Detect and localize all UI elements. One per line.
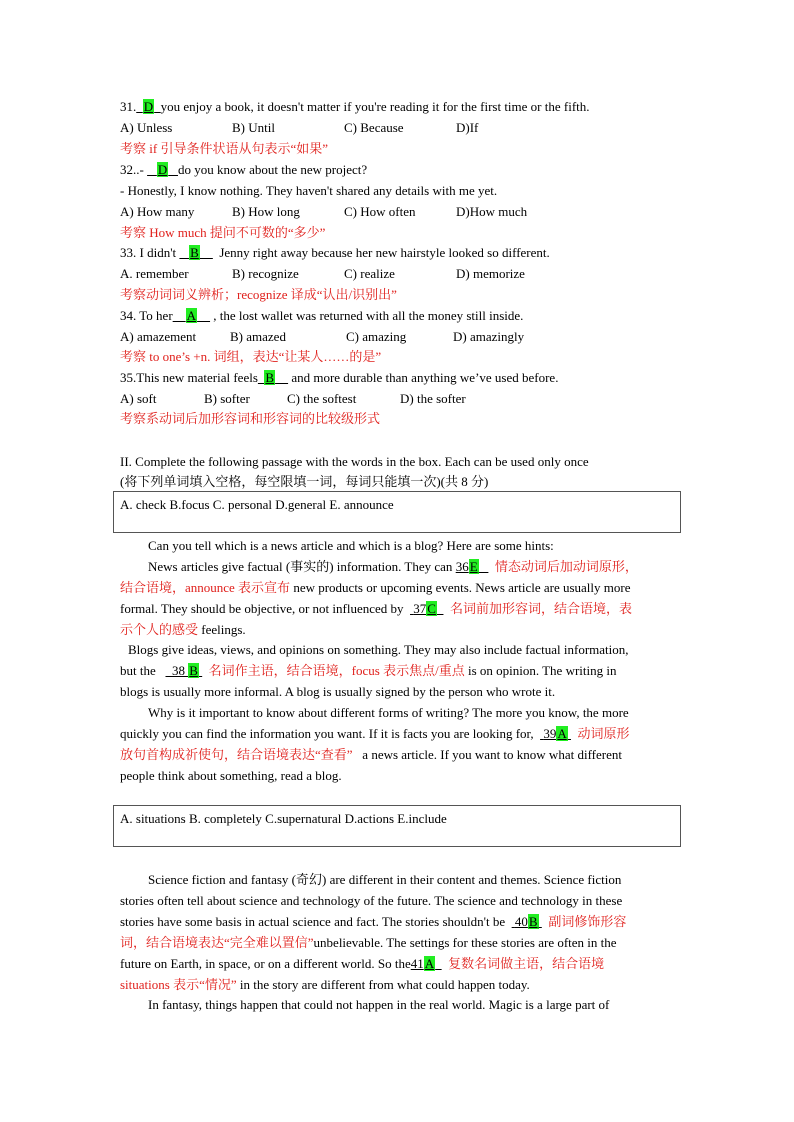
q33-option-c: C) realize <box>344 266 395 281</box>
q35-option-c: C) the softest <box>287 391 357 406</box>
q33-answer: B <box>190 245 199 260</box>
passage2-line1: Science fiction and fantasy (奇幻) are different in their content and themes. Science fiction <box>148 872 622 887</box>
passage1-line6: Blogs give ideas, views, and opinions on something. They may also include factual information, <box>128 642 629 657</box>
q35-option-b: B) softer <box>204 391 250 406</box>
q31-answer: D <box>143 99 154 114</box>
answer-37: C <box>427 601 436 616</box>
q35-stem: 35.This new material feels B and more durable than anything we’ve used before. <box>120 370 559 385</box>
q31-option-c: C) Because <box>344 120 404 135</box>
q32-option-b: B) How long <box>232 204 300 219</box>
passage1-line8: blogs is usually more informal. A blog is usually signed by the person who wrote it. <box>120 684 556 699</box>
q32-option-a: A) How many <box>120 204 195 219</box>
q34-option-b: B) amazed <box>230 329 286 344</box>
answer-41: A <box>424 956 435 971</box>
passage2-line7: In fantasy, things happen that could not happen in the real world. Magic is a large part of <box>148 997 610 1012</box>
q34-option-d: D) amazingly <box>453 329 525 344</box>
answer-36: E <box>469 559 478 574</box>
passage1-line12: people think about something, read a blog. <box>120 768 342 783</box>
q33-option-b: B) recognize <box>232 266 299 281</box>
q31-option-b: B) Until <box>232 120 275 135</box>
q33-option-d: D) memorize <box>456 266 525 281</box>
q35-note: 考察系动词后加形容词和形容词的比较级形式 <box>120 411 381 426</box>
q33-stem: 33. I didn't B Jenny right away because her new hairstyle looked so different. <box>120 245 550 260</box>
passage1-line5: 示个人的感受 feelings. <box>120 622 246 637</box>
passage1-line4: formal. They should be objective, or not influenced by 37C 名词前加形容词，结合语境，表 <box>120 601 632 616</box>
q31-option-a: A) Unless <box>120 120 173 135</box>
passage1-line10: quickly you can find the information you want. If it is facts you are looking for, 39A 动词原形 <box>120 726 630 741</box>
q31-option-d: D)If <box>456 120 479 135</box>
word-box-2-text: A. situations B. completely C.supernatural D.actions E.include <box>120 811 447 826</box>
q33-note: 考察动词词义辨析；recognize 译成“认出/识别出” <box>120 287 397 302</box>
q33-option-a: A. remember <box>120 266 189 281</box>
q31-stem: 31. D you enjoy a book, it doesn't matter if you're reading it for the first time or the fifth. <box>120 99 590 114</box>
passage2-line6: situations 表示“情况” in the story are different from what could happen today. <box>120 977 530 992</box>
q32-answer: D <box>157 162 168 177</box>
passage1-line11: 放句首构成祈使句，结合语境表达“查看” a news article. If you want to know what different <box>120 747 622 762</box>
passage1-line9: Why is it important to know about different forms of writing? The more you know, the more <box>148 705 629 720</box>
passage2-line4: 词，结合语境表达“完全难以置信”unbelievable. The settings for these stories are often in the <box>120 935 617 950</box>
q31-note: 考察 if 引导条件状语从句表示“如果” <box>120 141 328 156</box>
q32-stem: 32..- D do you know about the new project? <box>120 162 368 177</box>
passage1-line7: but the 38 B 名词作主语，结合语境，focus 表示焦点/重点 is on opinion. The writing in <box>120 663 617 678</box>
word-box-1-text: A. check B.focus C. personal D.general E. announce <box>120 497 394 512</box>
q32-option-c: C) How often <box>344 204 416 219</box>
q35-option-a: A) soft <box>120 391 157 406</box>
q35-answer: B <box>265 370 275 385</box>
q32-option-d: D)How much <box>456 204 528 219</box>
word-box-2 <box>113 805 681 847</box>
passage2-line3: stories have some basis in actual science and fact. The stories shouldn't be 40B 副词修饰形容 <box>120 914 627 929</box>
passage1-line3: 结合语境，announce 表示宣布 new products or upcoming events. News article are usually more <box>120 580 631 595</box>
q32-note: 考察 How much 提问不可数的“多少” <box>120 225 326 240</box>
word-box-1 <box>113 491 681 533</box>
passage1-p1: Can you tell which is a news article and which is a blog? Here are some hints: <box>148 538 554 553</box>
passage1-line2: News articles give factual (事实的) information. They can 36E 情态动词后加动词原形， <box>148 559 638 574</box>
q34-option-a: A) amazement <box>120 329 197 344</box>
q34-note: 考察 to one’s +n. 词组，表达“让某人……的是” <box>120 349 382 364</box>
passage2-line2: stories often tell about science and technology of the future. The science and technology in these <box>120 893 623 908</box>
q34-answer: A <box>186 308 197 323</box>
q34-stem: 34. To her A , the lost wallet was returned with all the money still inside. <box>120 308 524 323</box>
answer-38: B <box>189 663 198 678</box>
answer-40: B <box>528 914 538 929</box>
section-subtitle: (将下列单词填入空格，每空限填一词，每词只能填一次)(共 8 分) <box>120 474 489 489</box>
passage2-line5: future on Earth, in space, or on a different world. So the41A 复数名词做主语，结合语境 <box>120 956 605 971</box>
answer-39: A <box>557 726 567 741</box>
q32-reply: - Honestly, I know nothing. They haven't shared any details with me yet. <box>120 183 498 198</box>
q34-option-c: C) amazing <box>346 329 407 344</box>
q35-option-d: D) the softer <box>400 391 466 406</box>
section-title: II. Complete the following passage with the words in the box. Each can be used only once <box>120 454 589 469</box>
